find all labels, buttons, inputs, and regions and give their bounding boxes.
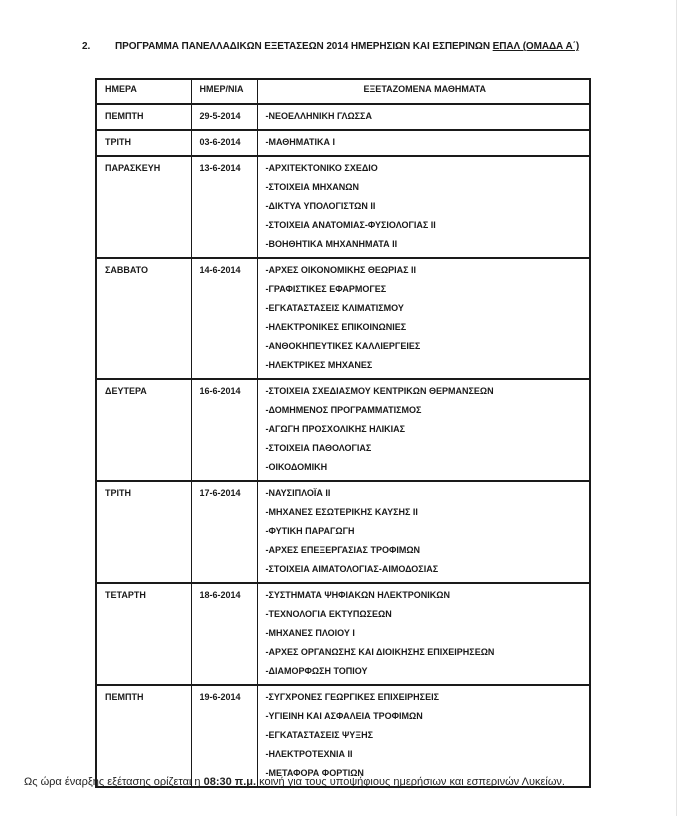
subject-item: -ΗΛΕΚΤΡΙΚΕΣ ΜΗΧΑΝΕΣ — [265, 360, 373, 370]
subjects-cell — [257, 156, 590, 258]
subject-item: -ΑΡΧΙΤΕΚΤΟΝΙΚΟ ΣΧΕΔΙΟ — [265, 163, 378, 173]
section-number: 2. — [82, 41, 91, 52]
day-cell: ΤΕΤΑΡΤΗ — [96, 583, 191, 685]
table-header-row — [96, 79, 590, 104]
subjects-cell — [257, 685, 590, 787]
subject-item: -ΣΤΟΙΧΕΙΑ ΑΝΑΤΟΜΙΑΣ-ΦΥΣΙΟΛΟΓΙΑΣ ΙΙ — [265, 220, 436, 230]
subject-item: -ΒΟΗΘΗΤΙΚΑ ΜΗΧΑΝΗΜΑΤΑ ΙΙ — [265, 239, 398, 249]
subject-item: -ΣΤΟΙΧΕΙΑ ΠΑΘΟΛΟΓΙΑΣ — [265, 443, 372, 453]
subject-item: -ΜΕΤΑΦΟΡΑ ΦΟΡΤΙΩΝ — [265, 768, 364, 778]
table-row — [96, 104, 590, 130]
subject-item: -ΔΙΚΤΥΑ ΥΠΟΛΟΓΙΣΤΩΝ ΙΙ — [265, 201, 376, 211]
subjects-cell — [257, 258, 590, 379]
date-cell: 16-6-2014 — [191, 379, 257, 481]
table-row — [96, 156, 590, 258]
title-underlined: ΕΠΑΛ (ΟΜΑΔΑ Α΄) — [492, 41, 580, 52]
date-cell: 03-6-2014 — [191, 130, 257, 156]
header-subjects: ΕΞΕΤΑΖΟΜΕΝΑ ΜΑΘΗΜΑΤΑ — [257, 79, 590, 104]
subject-item: -ΗΛΕΚΤΡΟΤΕΧΝΙΑ ΙΙ — [265, 749, 353, 759]
subjects-cell — [257, 481, 590, 583]
subjects-cell — [257, 130, 590, 156]
subject-item: -ΑΡΧΕΣ ΟΙΚΟΝΟΜΙΚΗΣ ΘΕΩΡΙΑΣ ΙΙ — [265, 265, 417, 275]
subject-item: -ΕΓΚΑΤΑΣΤΑΣΕΙΣ ΨΥΞΗΣ — [265, 730, 374, 740]
subject-item: -ΝΕΟΕΛΛΗΝΙΚΗ ΓΛΩΣΣΑ — [265, 111, 372, 121]
document-title — [82, 41, 579, 52]
schedule-body — [96, 104, 590, 787]
subject-item: -ΣΤΟΙΧΕΙΑ ΣΧΕΔΙΑΣΜΟΥ ΚΕΝΤΡΙΚΩΝ ΘΕΡΜΑΝΣΕΩΝ — [265, 386, 494, 396]
table-row — [96, 685, 590, 787]
subject-item: -ΑΡΧΕΣ ΕΠΕΞΕΡΓΑΣΙΑΣ ΤΡΟΦΙΜΩΝ — [265, 545, 421, 555]
subject-item: -ΓΡΑΦΙΣΤΙΚΕΣ ΕΦΑΡΜΟΓΕΣ — [265, 284, 387, 294]
subject-item: -ΣΤΟΙΧΕΙΑ ΜΗΧΑΝΩΝ — [265, 182, 359, 192]
subject-item: -ΣΤΟΙΧΕΙΑ ΑΙΜΑΤΟΛΟΓΙΑΣ-ΑΙΜΟΔΟΣΙΑΣ — [265, 564, 439, 574]
subject-item: -ΔΙΑΜΟΡΦΩΣΗ ΤΟΠΙΟΥ — [265, 666, 368, 676]
subject-item: -ΥΓΙΕΙΝΗ ΚΑΙ ΑΣΦΑΛΕΙΑ ΤΡΟΦΙΜΩΝ — [265, 711, 423, 721]
header-day: ΗΜΕΡΑ — [96, 79, 191, 104]
subject-item: -ΤΕΧΝΟΛΟΓΙΑ ΕΚΤΥΠΩΣΕΩΝ — [265, 609, 392, 619]
day-cell: ΠΕΜΠΤΗ — [96, 104, 191, 130]
footer-note — [24, 776, 565, 788]
subject-item: -ΑΓΩΓΗ ΠΡΟΣΧΟΛΙΚΗΣ ΗΛΙΚΙΑΣ — [265, 424, 406, 434]
footer-prefix: Ως ώρα έναρξης εξέτασης ορίζεται η — [24, 776, 204, 788]
subject-item: -ΑΡΧΕΣ ΟΡΓΑΝΩΣΗΣ ΚΑΙ ΔΙΟΙΚΗΣΗΣ ΕΠΙΧΕΙΡΗΣΕΩΝ — [265, 647, 495, 657]
footer-suffix: κοινή για τους υποψήφιους ημερήσιων και εσπερινών Λυκείων. — [256, 776, 565, 788]
subject-item: -ΔΟΜΗΜΕΝΟΣ ΠΡΟΓΡΑΜΜΑΤΙΣΜΟΣ — [265, 405, 422, 415]
date-cell: 18-6-2014 — [191, 583, 257, 685]
subject-item: -ΑΝΘΟΚΗΠΕΥΤΙΚΕΣ ΚΑΛΛΙΕΡΓΕΙΕΣ — [265, 341, 421, 351]
table-row — [96, 258, 590, 379]
subject-item: -ΜΑΘΗΜΑΤΙΚΑ Ι — [265, 137, 335, 147]
subjects-cell — [257, 583, 590, 685]
table-row — [96, 379, 590, 481]
day-cell: ΣΑΒΒΑΤΟ — [96, 258, 191, 379]
subject-item: -ΣΥΓΧΡΟΝΕΣ ΓΕΩΡΓΙΚΕΣ ΕΠΙΧΕΙΡΗΣΕΙΣ — [265, 692, 439, 702]
table-row — [96, 130, 590, 156]
day-cell: ΔΕΥΤΕΡΑ — [96, 379, 191, 481]
day-cell: ΤΡΙΤΗ — [96, 130, 191, 156]
subject-item: -ΝΑΥΣΙΠΛΟΪΑ ΙΙ — [265, 488, 331, 498]
date-cell: 13-6-2014 — [191, 156, 257, 258]
date-cell: 19-6-2014 — [191, 685, 257, 787]
date-cell: 17-6-2014 — [191, 481, 257, 583]
page-edge — [676, 0, 677, 816]
exam-schedule-table — [95, 78, 591, 788]
subject-item: -ΦΥΤΙΚΗ ΠΑΡΑΓΩΓΗ — [265, 526, 355, 536]
subject-item: -ΣΥΣΤΗΜΑΤΑ ΨΗΦΙΑΚΩΝ ΗΛΕΚΤΡΟΝΙΚΩΝ — [265, 590, 450, 600]
day-cell: ΠΕΜΠΤΗ — [96, 685, 191, 787]
day-cell: ΤΡΙΤΗ — [96, 481, 191, 583]
day-cell: ΠΑΡΑΣΚΕΥΗ — [96, 156, 191, 258]
table-row — [96, 481, 590, 583]
date-cell: 29-5-2014 — [191, 104, 257, 130]
subject-item: -ΕΓΚΑΤΑΣΤΑΣΕΙΣ ΚΛΙΜΑΤΙΣΜΟΥ — [265, 303, 404, 313]
subjects-cell — [257, 379, 590, 481]
header-date: ΗΜΕΡ/ΝΙΑ — [191, 79, 257, 104]
footer-time: 08:30 π.μ. — [203, 776, 257, 788]
title-main: ΠΡΟΓΡΑΜΜΑ ΠΑΝΕΛΛΑΔΙΚΩΝ ΕΞΕΤΑΣΕΩΝ 2014 ΗΜΕΡΗΣΙΩΝ ΚΑΙ ΕΣΠΕΡΙΝΩΝ — [115, 41, 493, 52]
subject-item: -ΜΗΧΑΝΕΣ ΕΣΩΤΕΡΙΚΗΣ ΚΑΥΣΗΣ ΙΙ — [265, 507, 418, 517]
subjects-cell — [257, 104, 590, 130]
table-row — [96, 583, 590, 685]
date-cell: 14-6-2014 — [191, 258, 257, 379]
subject-item: -ΜΗΧΑΝΕΣ ΠΛΟΙΟΥ Ι — [265, 628, 355, 638]
subject-item: -ΟΙΚΟΔΟΜΙΚΗ — [265, 462, 328, 472]
subject-item: -ΗΛΕΚΤΡΟΝΙΚΕΣ ΕΠΙΚΟΙΝΩΝΙΕΣ — [265, 322, 407, 332]
